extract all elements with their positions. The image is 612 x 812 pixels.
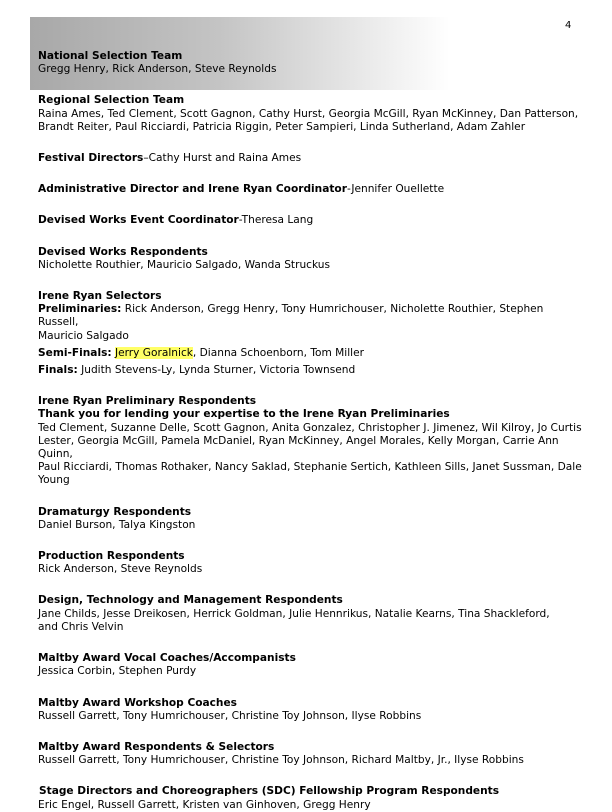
section-names-line: Lester, Georgia McGill, Pamela McDaniel, Ryan McKinney, Angel Morales, Kelly Morgan, Carrie Ann Quinn,: [38, 434, 559, 461]
festival-directors: [38, 152, 583, 165]
section-heading: Regional Selection Team: [38, 94, 185, 107]
section-names-line: Ted Clement, Suzanne Delle, Scott Gagnon, Anita Gonzalez, Christopher J. Jimenez, Wil Kilroy, Jo Curtis: [38, 421, 582, 434]
role-names: -Theresa Lang: [238, 214, 314, 227]
section-heading: Production Respondents: [38, 550, 185, 563]
role-names: –Cathy Hurst and Raina Ames: [143, 152, 302, 165]
irene-ryan-selectors: [38, 290, 583, 377]
role-names: -Jennifer Ouellette: [346, 183, 445, 196]
semi-finals-names: , Dianna Schoenborn, Tom Miller: [192, 346, 365, 359]
section-names: Nicholette Routhier, Mauricio Salgado, Wanda Struckus: [38, 258, 331, 271]
national-selection-team: [38, 50, 583, 76]
section-names: Eric Engel, Russell Garrett, Kristen van Ginhoven, Gregg Henry: [38, 798, 371, 811]
maltby-workshop-coaches: [38, 697, 583, 723]
section-heading: Dramaturgy Respondents: [38, 505, 192, 518]
design-technology-respondents: [38, 594, 583, 634]
section-names: Daniel Burson, Talya Kingston: [38, 518, 196, 531]
role-label: Festival Directors: [38, 152, 144, 165]
section-names: Jessica Corbin, Stephen Purdy: [38, 665, 197, 678]
irene-ryan-preliminary-respondents: [38, 395, 583, 487]
section-heading: Maltby Award Workshop Coaches: [38, 696, 237, 709]
semi-finals-line: [38, 347, 583, 360]
section-heading: Irene Ryan Selectors: [38, 290, 162, 303]
section-heading: Devised Works Respondents: [38, 245, 208, 258]
section-subheading: Thank you for lending your expertise to the Irene Ryan Preliminaries: [38, 408, 450, 421]
role-label: Devised Works Event Coordinator: [38, 214, 239, 227]
page-number: 4: [565, 20, 572, 31]
maltby-respondents-selectors: [38, 741, 583, 767]
section-names-line: Jane Childs, Jesse Dreikosen, Herrick Goldman, Julie Hennrikus, Natalie Kearns, Tina Shackleford,: [38, 607, 550, 620]
section-heading: Stage Directors and Choreographers (SDC) Fellowship Program Respondents: [39, 785, 500, 798]
section-heading: Design, Technology and Management Respondents: [38, 594, 343, 607]
preliminaries-line: [38, 303, 583, 329]
section-heading: Maltby Award Vocal Coaches/Accompanists: [38, 652, 296, 665]
section-heading: National Selection Team: [38, 50, 183, 62]
section-names: Russell Garrett, Tony Humrichouser, Christine Toy Johnson, Richard Maltby, Jr., Ilyse Robbins: [38, 754, 524, 767]
devised-works-respondents: [38, 246, 583, 272]
section-names-line: Young: [38, 474, 70, 487]
production-respondents: [38, 550, 583, 576]
section-heading: Irene Ryan Preliminary Respondents: [38, 395, 257, 408]
section-names: Gregg Henry, Rick Anderson, Steve Reynolds: [38, 63, 277, 76]
preliminaries-label: Preliminaries:: [38, 303, 122, 316]
devised-works-coordinator: [38, 214, 583, 227]
finals-names: Judith Stevens-Ly, Lynda Sturner, Victoria Townsend: [77, 364, 356, 377]
dramaturgy-respondents: [38, 506, 583, 532]
section-names: Rick Anderson, Steve Reynolds: [38, 563, 203, 576]
semi-finals-label: Semi-Finals:: [38, 346, 112, 359]
section-names-line: and Chris Velvin: [38, 620, 124, 633]
sdc-fellowship-respondents: [38, 785, 583, 811]
finals-line: [38, 364, 583, 377]
role-label: Administrative Director and Irene Ryan Coordinator: [38, 183, 347, 196]
preliminaries-names-cont: Mauricio Salgado: [38, 329, 129, 342]
section-names-line: Brandt Reiter, Paul Ricciardi, Patricia Riggin, Peter Sampieri, Linda Sutherland, Adam Zahler: [38, 120, 526, 133]
section-names: Russell Garrett, Tony Humrichouser, Christine Toy Johnson, Ilyse Robbins: [38, 709, 422, 722]
section-names-line: Paul Ricciardi, Thomas Rothaker, Nancy Saklad, Stephanie Sertich, Kathleen Sills, Janet Sussman, Dale: [38, 461, 582, 474]
finals-label: Finals:: [38, 364, 78, 377]
highlighted-name: Jerry Goralnick: [115, 346, 193, 359]
section-heading: Maltby Award Respondents & Selectors: [38, 740, 275, 753]
administrative-director: [38, 183, 583, 196]
document-body: [38, 50, 583, 812]
preliminaries-names: Rick Anderson, Gregg Henry, Tony Humrichouser, Nicholette Routhier, Stephen Russell,: [38, 303, 544, 329]
regional-selection-team: [38, 94, 583, 134]
maltby-vocal-coaches: [38, 652, 583, 678]
section-names-line: Raina Ames, Ted Clement, Scott Gagnon, Cathy Hurst, Georgia McGill, Ryan McKinney, Dan Patterson,: [38, 107, 579, 120]
